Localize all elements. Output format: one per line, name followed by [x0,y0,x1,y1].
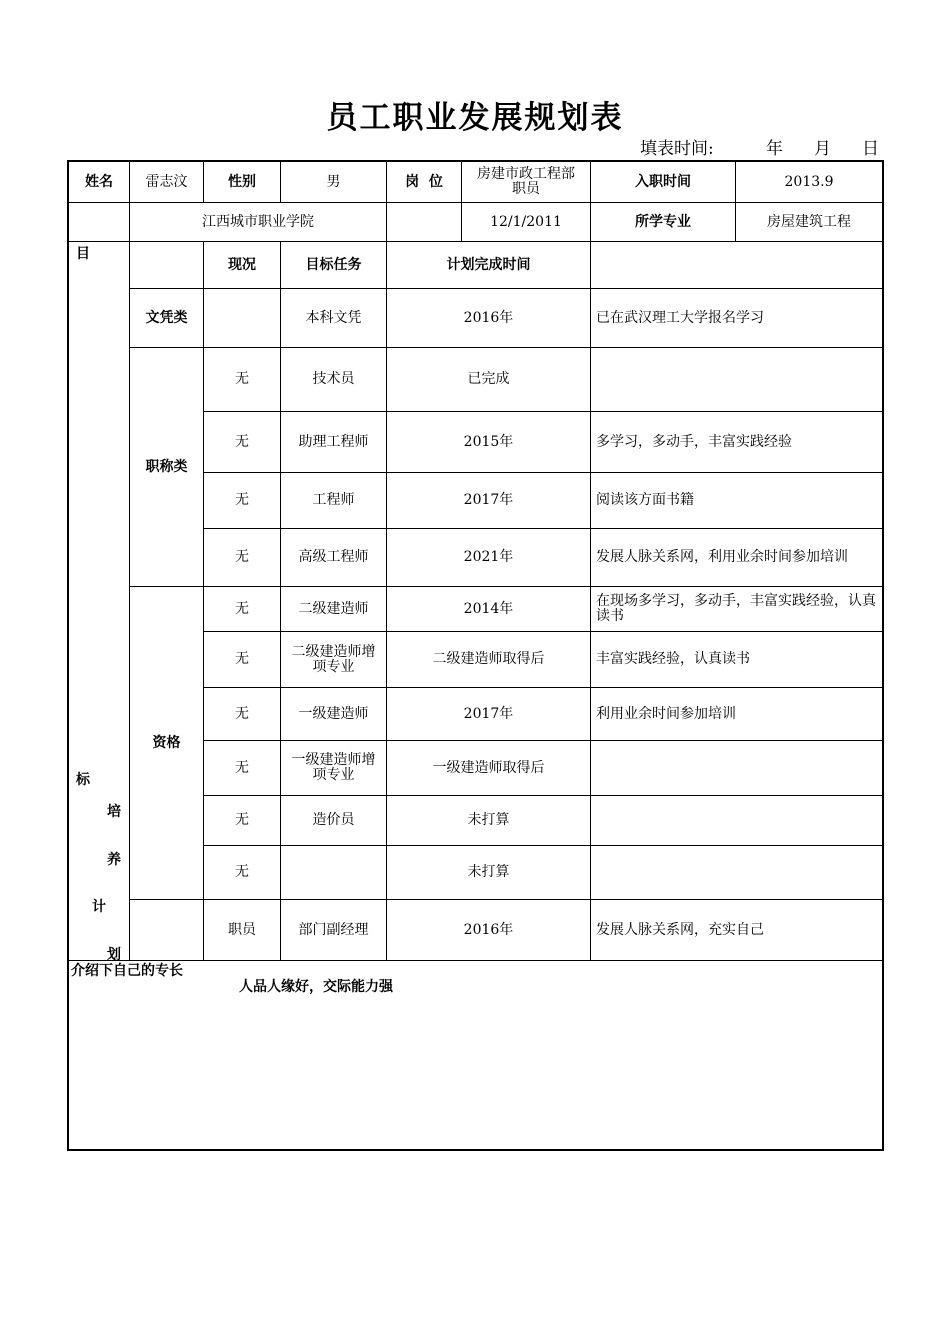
row-status: 无 [203,472,281,529]
major-label: 所学专业 [590,202,736,242]
row-task: 部门副经理 [280,899,387,961]
row-time: 2021年 [386,528,591,587]
row-status: 无 [203,740,281,796]
fill-date-month: 月 [814,139,831,159]
row-note: 已在武汉理工大学报名学习 [590,288,883,348]
name-label: 姓名 [68,161,130,203]
row-task: 二级建造师增项专业 [280,631,387,688]
fill-date-label: 填表时间: [640,139,714,159]
row-task: 工程师 [280,472,387,529]
row-status: 无 [203,795,281,846]
row-note: 阅读该方面书籍 [590,472,883,529]
row-task: 助理工程师 [280,411,387,473]
row-time: 2015年 [386,411,591,473]
fill-date-day: 日 [862,139,879,159]
row-task: 一级建造师增项专业 [280,740,387,796]
strengths-value: 人品人缘好，交际能力强 [239,979,393,995]
row-status: 无 [203,631,281,688]
row-note: 利用业余时间参加培训 [590,687,883,741]
entry-date-value: 2013.9 [735,161,883,203]
row-task: 高级工程师 [280,528,387,587]
row-status: 无 [203,687,281,741]
post-value: 房建市政工程部职员 [461,161,591,203]
name-value: 雷志汶 [129,161,204,203]
post-label: 岗 位 [386,161,462,203]
row-status: 无 [203,528,281,587]
side-label-char: 计 [92,899,106,915]
row-status: 无 [203,411,281,473]
row-note: 发展人脉关系网，充实自己 [590,899,883,961]
side-label-char: 目 [76,246,90,262]
school-value: 江西城市职业学院 [129,202,387,242]
side-label-char: 划 [107,947,121,963]
side-label-char: 标 [76,772,90,788]
entry-date-label: 入职时间 [590,161,736,203]
row-note: 在现场多学习，多动手，丰富实践经验，认真读书 [590,586,883,632]
row-note: 丰富实践经验，认真读书 [590,631,883,688]
gender-label: 性别 [203,161,281,203]
row-time: 2014年 [386,586,591,632]
side-label-char: 养 [107,852,121,868]
row-time: 未打算 [386,845,591,900]
row-note: 发展人脉关系网，利用业余时间参加培训 [590,528,883,587]
row-status: 无 [203,347,281,412]
row-status: 职员 [203,899,281,961]
row-time: 二级建造师取得后 [386,631,591,688]
row-time: 2016年 [386,899,591,961]
row-status: 无 [203,845,281,900]
category-qualification: 资格 [129,586,204,900]
category-diploma: 文凭类 [129,288,204,348]
plan-header-task: 目标任务 [280,241,387,289]
row-task: 二级建造师 [280,586,387,632]
fill-date-year: 年 [766,139,783,159]
strengths-label: 介绍下自己的专长 [71,963,183,979]
row-time: 已完成 [386,347,591,412]
row-time: 一级建造师取得后 [386,740,591,796]
row-time: 2017年 [386,687,591,741]
major-value: 房屋建筑工程 [735,202,883,242]
row-task: 造价员 [280,795,387,846]
page-title: 员工职业发展规划表 [326,100,624,136]
grad-date-value: 12/1/2011 [461,202,591,242]
row-time: 2017年 [386,472,591,529]
plan-header-time: 计划完成时间 [386,241,591,289]
table-border [67,160,884,1151]
plan-header-status: 现况 [203,241,281,289]
row-task: 一级建造师 [280,687,387,741]
row-task: 技术员 [280,347,387,412]
category-title: 职称类 [129,347,204,587]
row-time: 2016年 [386,288,591,348]
row-note: 多学习，多动手，丰富实践经验 [590,411,883,473]
row-time: 未打算 [386,795,591,846]
gender-value: 男 [280,161,387,203]
side-label-char: 培 [107,804,121,820]
row-status: 无 [203,586,281,632]
row-task: 本科文凭 [280,288,387,348]
